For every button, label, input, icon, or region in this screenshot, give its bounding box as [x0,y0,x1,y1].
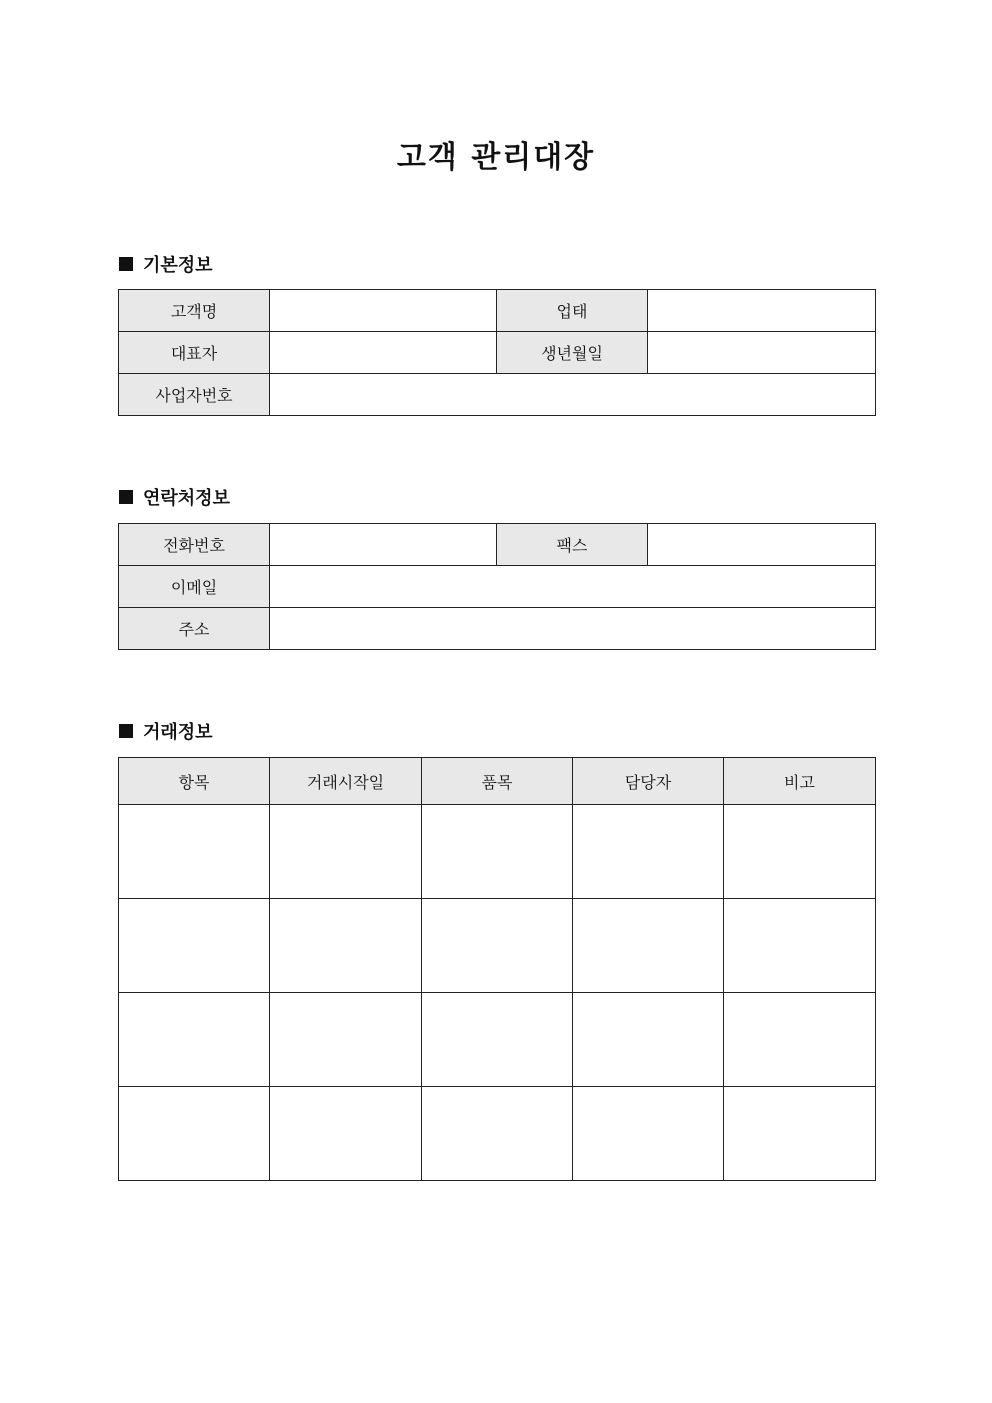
column-header-start-date: 거래시작일 [270,758,422,805]
product-cell[interactable] [422,805,573,899]
birthdate-label: 생년월일 [497,332,648,374]
start-date-cell[interactable] [270,993,422,1087]
remarks-cell[interactable] [724,805,876,899]
manager-cell[interactable] [573,899,724,993]
fax-label: 팩스 [497,524,648,566]
product-cell[interactable] [422,993,573,1087]
deal-section-heading [119,719,213,743]
fax-field[interactable] [648,524,876,566]
customer-name-label: 고객명 [119,290,270,332]
address-field[interactable] [270,608,876,650]
contact-section-title: 연락처정보 [143,488,230,509]
basic-section-heading [119,252,213,276]
item-cell[interactable] [119,899,270,993]
table-header-row [119,758,876,805]
table-row [119,332,876,374]
address-label: 주소 [119,608,270,650]
birthdate-field[interactable] [648,332,876,374]
table-row [119,993,876,1087]
email-label: 이메일 [119,566,270,608]
product-cell[interactable] [422,899,573,993]
start-date-cell[interactable] [270,899,422,993]
representative-field[interactable] [270,332,497,374]
business-type-label: 업태 [497,290,648,332]
product-cell[interactable] [422,1087,573,1181]
start-date-cell[interactable] [270,805,422,899]
email-field[interactable] [270,566,876,608]
remarks-cell[interactable] [724,1087,876,1181]
square-bullet-icon [119,257,133,271]
remarks-cell[interactable] [724,993,876,1087]
basic-section-title: 기본정보 [143,255,213,276]
contact-info-table [118,523,876,650]
phone-field[interactable] [270,524,497,566]
table-row [119,566,876,608]
item-cell[interactable] [119,1087,270,1181]
square-bullet-icon [119,724,133,738]
square-bullet-icon [119,490,133,504]
column-header-product: 품목 [422,758,573,805]
table-row [119,524,876,566]
deal-section-title: 거래정보 [143,722,213,743]
business-type-field[interactable] [648,290,876,332]
phone-label: 전화번호 [119,524,270,566]
column-header-manager: 담당자 [573,758,724,805]
start-date-cell[interactable] [270,1087,422,1181]
column-header-remarks: 비고 [724,758,876,805]
item-cell[interactable] [119,805,270,899]
page-title: 고객 관리대장 [396,140,596,175]
table-row [119,899,876,993]
business-number-field[interactable] [270,374,876,416]
table-row [119,290,876,332]
business-number-label: 사업자번호 [119,374,270,416]
manager-cell[interactable] [573,993,724,1087]
table-row [119,374,876,416]
table-row [119,608,876,650]
customer-name-field[interactable] [270,290,497,332]
column-header-item: 항목 [119,758,270,805]
contact-section-heading [119,485,230,509]
item-cell[interactable] [119,993,270,1087]
deal-info-table [118,757,876,1181]
basic-info-table [118,289,876,416]
representative-label: 대표자 [119,332,270,374]
manager-cell[interactable] [573,805,724,899]
table-row [119,805,876,899]
remarks-cell[interactable] [724,899,876,993]
table-row [119,1087,876,1181]
manager-cell[interactable] [573,1087,724,1181]
